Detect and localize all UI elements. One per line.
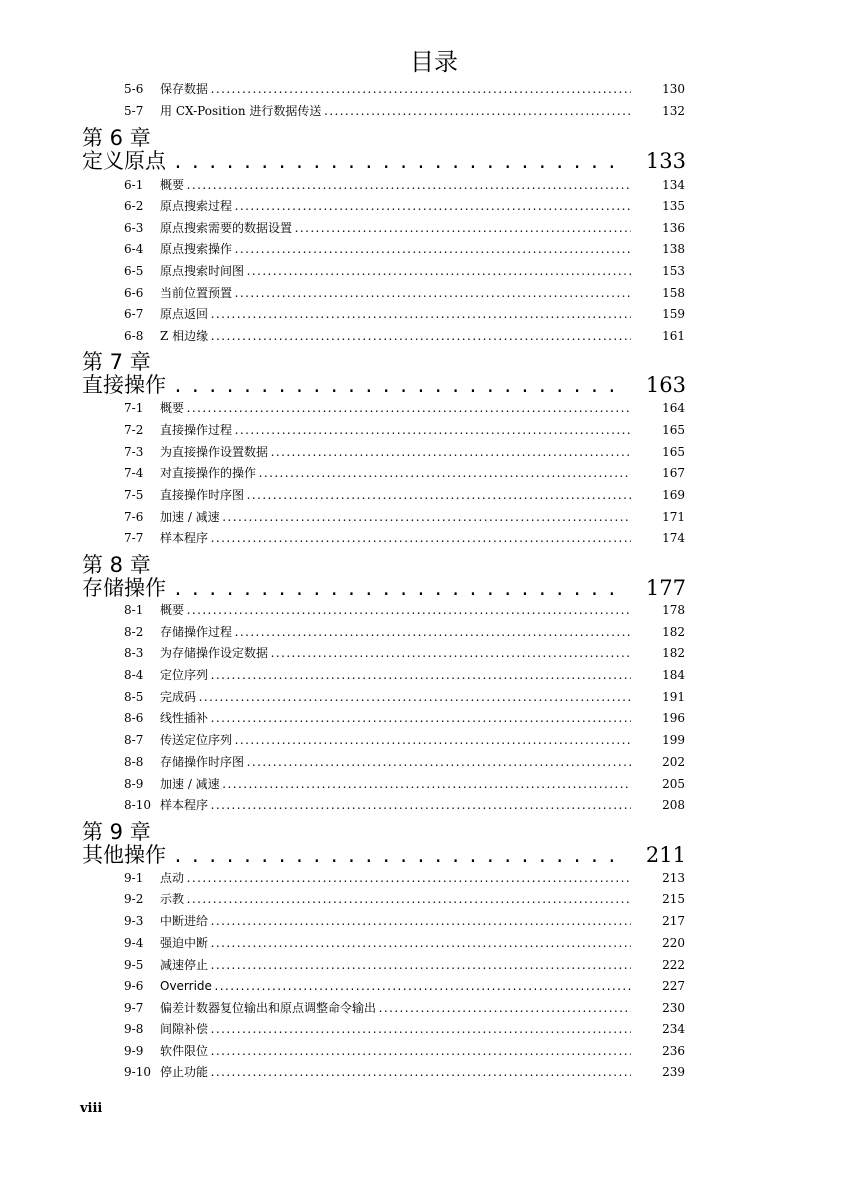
entry-page: 236 <box>662 1044 685 1058</box>
entry-number: 9-5 <box>124 958 144 972</box>
chapter-label: 第 7 章 <box>82 350 151 374</box>
entry-page: 171 <box>662 510 685 524</box>
entry-number: 9-8 <box>124 1022 144 1036</box>
entry-page: 132 <box>662 104 685 118</box>
entry-title: 为存储操作设定数据 . . . <box>160 644 631 662</box>
toc-entry[interactable] <box>124 1063 685 1081</box>
entry-number: 7-7 <box>124 531 144 545</box>
toc-entry[interactable] <box>124 890 685 908</box>
entry-title: 原点返回 . . . <box>160 305 631 323</box>
entry-number: 8-10 <box>124 798 151 812</box>
toc-entry[interactable] <box>124 644 685 662</box>
chapter-title: 定义原点 . . . <box>82 148 626 174</box>
entry-number: 8-8 <box>124 755 144 769</box>
entry-number: 6-1 <box>124 178 144 192</box>
toc-entry[interactable] <box>124 176 685 194</box>
toc-entry[interactable] <box>124 240 685 258</box>
entry-title: 偏差计数器复位输出和原点调整命令输出 . . . <box>160 999 631 1017</box>
entry-number: 9-6 <box>124 979 144 993</box>
toc-entry[interactable] <box>124 486 685 504</box>
entry-page: 158 <box>662 286 685 300</box>
entry-title: 原点搜索时间图 . . . <box>160 262 631 280</box>
entry-title: 原点搜索操作 . . . <box>160 240 631 258</box>
toc-entry[interactable] <box>124 443 685 461</box>
entry-page: 136 <box>662 221 685 235</box>
entry-number: 9-9 <box>124 1044 144 1058</box>
entry-page: 199 <box>662 733 685 747</box>
entry-title: 原点搜索需要的数据设置 . . . <box>160 219 631 237</box>
entry-title: 当前位置预置 . . . <box>160 284 631 302</box>
chapter-page: 177 <box>645 576 686 600</box>
chapter-label: 第 6 章 <box>82 126 151 150</box>
entry-title: 保存数据 . . . <box>160 80 631 98</box>
entry-page: 191 <box>662 690 685 704</box>
toc-entry[interactable] <box>124 508 685 526</box>
entry-title: 样本程序 . . . <box>160 529 631 547</box>
entry-title: Override . . . <box>160 977 631 995</box>
toc-entry[interactable] <box>124 1042 685 1060</box>
toc-entry[interactable] <box>124 219 685 237</box>
entry-title: 存储操作过程 . . . <box>160 623 631 641</box>
toc-entry[interactable] <box>124 262 685 280</box>
entry-title: 线性插补 . . . <box>160 709 631 727</box>
entry-title: 示教 . . . <box>160 890 631 908</box>
entry-page: 178 <box>662 603 685 617</box>
toc-entry[interactable] <box>124 912 685 930</box>
entry-number: 9-4 <box>124 936 144 950</box>
toc-entry[interactable] <box>124 956 685 974</box>
entry-page: 220 <box>662 936 685 950</box>
chapter-title: 其他操作 . . . <box>82 842 626 868</box>
entry-number: 7-4 <box>124 466 144 480</box>
entry-page: 215 <box>662 892 685 906</box>
entry-number: 8-9 <box>124 777 144 791</box>
entry-title: 中断进给 . . . <box>160 912 631 930</box>
page-number-footer: viii <box>80 1101 103 1116</box>
entry-title: 样本程序 . . . <box>160 796 631 814</box>
entry-title: 定位序列 . . . <box>160 666 631 684</box>
entry-title: 完成码 . . . <box>160 688 631 706</box>
entry-title: 概要 . . . <box>160 601 631 619</box>
toc-entry[interactable] <box>124 102 685 120</box>
entry-title: 停止功能 . . . <box>160 1063 631 1081</box>
entry-number: 6-5 <box>124 264 144 278</box>
toc-entry[interactable] <box>124 753 685 771</box>
toc-entry[interactable] <box>124 999 685 1017</box>
entry-title: 为直接操作设置数据 . . . <box>160 443 631 461</box>
entry-number: 5-6 <box>124 82 144 96</box>
chapter-heading[interactable] <box>82 575 686 601</box>
chapter-heading[interactable] <box>82 842 686 868</box>
toc-entry[interactable] <box>124 464 685 482</box>
toc-entry[interactable] <box>124 421 685 439</box>
entry-number: 9-2 <box>124 892 144 906</box>
entry-title: 存储操作时序图 . . . <box>160 753 631 771</box>
entry-page: 167 <box>662 466 685 480</box>
toc-entry[interactable] <box>124 977 685 995</box>
entry-page: 153 <box>662 264 685 278</box>
entry-number: 7-6 <box>124 510 144 524</box>
toc-entry[interactable] <box>124 623 685 641</box>
entry-number: 8-4 <box>124 668 144 682</box>
entry-number: 8-5 <box>124 690 144 704</box>
entry-page: 169 <box>662 488 685 502</box>
entry-page: 130 <box>662 82 685 96</box>
entry-page: 159 <box>662 307 685 321</box>
entry-page: 165 <box>662 423 685 437</box>
toc-entry[interactable] <box>124 688 685 706</box>
entry-page: 165 <box>662 445 685 459</box>
toc-entry[interactable] <box>124 775 685 793</box>
entry-page: 222 <box>662 958 685 972</box>
entry-page: 239 <box>662 1065 685 1079</box>
entry-title: 加速 / 减速 . . . <box>160 775 631 793</box>
toc-entry[interactable] <box>124 666 685 684</box>
entry-title: 直接操作时序图 . . . <box>160 486 631 504</box>
toc-entry[interactable] <box>124 731 685 749</box>
entry-page: 134 <box>662 178 685 192</box>
entry-title: 传送定位序列 . . . <box>160 731 631 749</box>
toc-entry[interactable] <box>124 399 685 417</box>
entry-title: 软件限位 . . . <box>160 1042 631 1060</box>
entry-page: 174 <box>662 531 685 545</box>
chapter-label: 第 9 章 <box>82 820 151 844</box>
chapter-title: 存储操作 . . . <box>82 575 626 601</box>
entry-number: 7-2 <box>124 423 144 437</box>
entry-page: 205 <box>662 777 685 791</box>
entry-page: 213 <box>662 871 685 885</box>
toc-entry[interactable] <box>124 80 685 98</box>
entry-number: 6-3 <box>124 221 144 235</box>
entry-number: 6-2 <box>124 199 144 213</box>
chapter-page: 163 <box>645 373 686 397</box>
entry-title: 用 CX-Position 进行数据传送 . . . <box>160 102 631 120</box>
entry-number: 6-7 <box>124 307 144 321</box>
entry-number: 7-5 <box>124 488 144 502</box>
entry-number: 6-4 <box>124 242 144 256</box>
entry-number: 8-6 <box>124 711 144 725</box>
entry-number: 8-2 <box>124 625 144 639</box>
entry-number: 9-7 <box>124 1001 144 1015</box>
toc-entry[interactable] <box>124 529 685 547</box>
entry-number: 5-7 <box>124 104 144 118</box>
entry-number: 8-1 <box>124 603 144 617</box>
toc-entry[interactable] <box>124 284 685 302</box>
entry-page: 182 <box>662 646 685 660</box>
entry-number: 9-1 <box>124 871 144 885</box>
entry-number: 6-6 <box>124 286 144 300</box>
entry-title: 间隙补偿 . . . <box>160 1020 631 1038</box>
toc-entry[interactable] <box>124 934 685 952</box>
entry-title: 概要 . . . <box>160 399 631 417</box>
chapter-heading[interactable] <box>82 148 686 174</box>
entry-page: 196 <box>662 711 685 725</box>
entry-number: 8-7 <box>124 733 144 747</box>
entry-number: 9-3 <box>124 914 144 928</box>
entry-title: Z 相边缘 . . . <box>160 327 631 345</box>
entry-title: 原点搜索过程 . . . <box>160 197 631 215</box>
toc-entry[interactable] <box>124 305 685 323</box>
chapter-page: 133 <box>645 149 686 173</box>
entry-number: 9-10 <box>124 1065 151 1079</box>
entry-number: 7-1 <box>124 401 144 415</box>
entry-page: 202 <box>662 755 685 769</box>
entry-page: 208 <box>662 798 685 812</box>
entry-page: 227 <box>662 979 685 993</box>
entry-page: 234 <box>662 1022 685 1036</box>
entry-title: 加速 / 减速 . . . <box>160 508 631 526</box>
toc-entry[interactable] <box>124 197 685 215</box>
entry-number: 8-3 <box>124 646 144 660</box>
chapter-label: 第 8 章 <box>82 553 151 577</box>
entry-page: 184 <box>662 668 685 682</box>
entry-number: 7-3 <box>124 445 144 459</box>
entry-title: 强迫中断 . . . <box>160 934 631 952</box>
toc-entry[interactable] <box>124 1020 685 1038</box>
toc-entry[interactable] <box>124 601 685 619</box>
entry-page: 182 <box>662 625 685 639</box>
entry-title: 对直接操作的操作 . . . <box>160 464 631 482</box>
entry-page: 164 <box>662 401 685 415</box>
entry-title: 减速停止 . . . <box>160 956 631 974</box>
entry-title: 点动 . . . <box>160 869 631 887</box>
toc-entry[interactable] <box>124 327 685 345</box>
entry-title: 概要 . . . <box>160 176 631 194</box>
entry-page: 135 <box>662 199 685 213</box>
entry-title: 直接操作过程 . . . <box>160 421 631 439</box>
chapter-heading[interactable] <box>82 372 686 398</box>
toc-entry[interactable] <box>124 796 685 814</box>
toc-entry[interactable] <box>124 869 685 887</box>
toc-entry[interactable] <box>124 709 685 727</box>
entry-page: 217 <box>662 914 685 928</box>
chapter-page: 211 <box>645 843 686 867</box>
entry-page: 230 <box>662 1001 685 1015</box>
chapter-title: 直接操作 . . . <box>82 372 626 398</box>
entry-page: 161 <box>662 329 685 343</box>
page-title: 目录 <box>410 48 458 76</box>
entry-page: 138 <box>662 242 685 256</box>
entry-number: 6-8 <box>124 329 144 343</box>
